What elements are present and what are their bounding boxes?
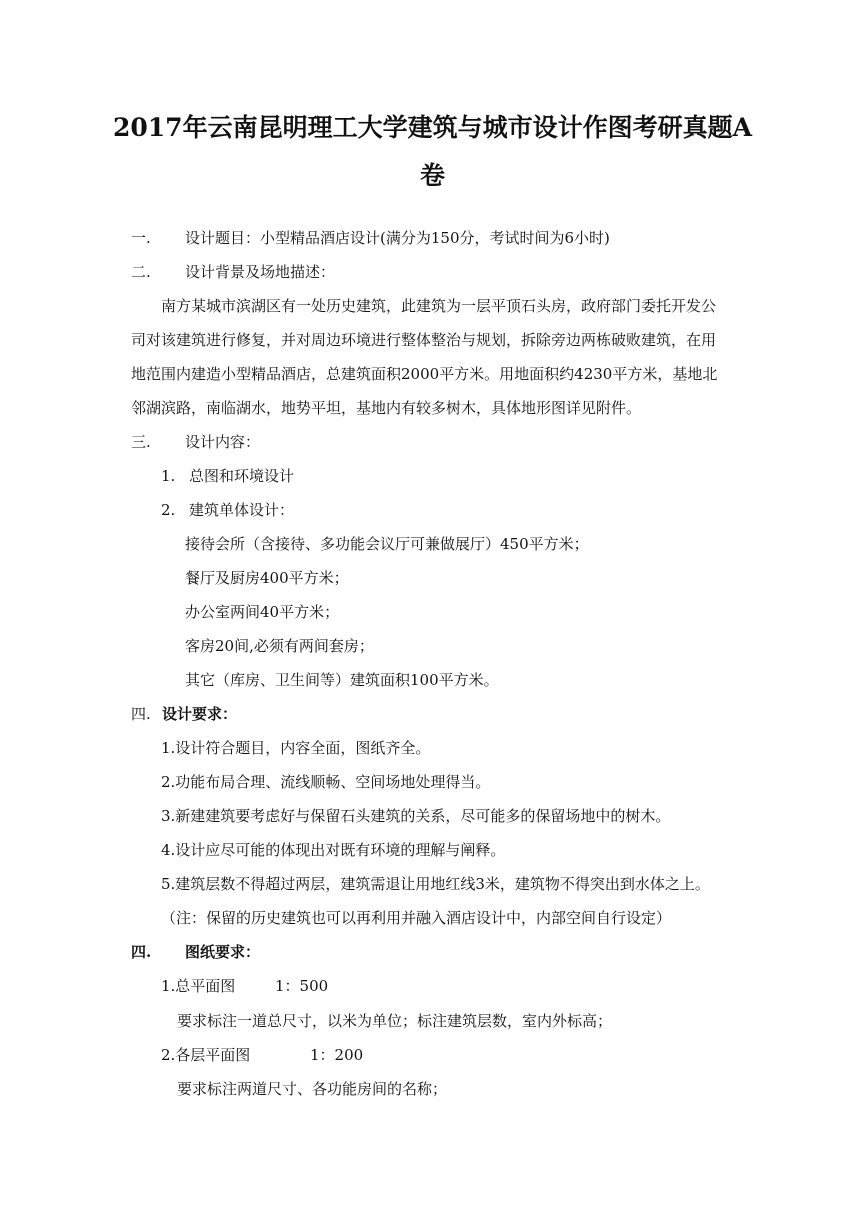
requirement-item: 3.新建建筑要考虑好与保留石头建筑的关系，尽可能多的保留场地中的树木。 — [161, 807, 671, 825]
requirement-note: （注：保留的历史建筑也可以再利用并融入酒店设计中，内部空间自行设定） — [161, 909, 672, 927]
requirement-item: 5.建筑层数不得超过两层，建筑需退让用地红线3米，建筑物不得突出到水体之上。 — [161, 875, 710, 893]
content-item-1-text: 总图和环境设计 — [189, 467, 295, 485]
building-item: 餐厅及厨房400平方米； — [185, 569, 349, 587]
section-4-number: 四. — [131, 705, 151, 723]
drawing-1-description: 要求标注一道总尺寸，以米为单位；标注建筑层数，室内外标高； — [177, 1012, 613, 1030]
requirement-item: 1.设计符合题目，内容全面，图纸齐全。 — [161, 739, 431, 757]
section-2-heading: 设计背景及场地描述： — [185, 263, 336, 281]
background-line-4: 邻湖滨路，南临湖水，地势平坦，基地内有较多树木，具体地形图详见附件。 — [131, 399, 642, 417]
building-item: 其它（库房、卫生间等）建筑面积100平方米。 — [185, 671, 499, 689]
building-item: 接待会所（含接待、多功能会议厅可兼做展厅）450平方米； — [185, 535, 589, 553]
background-line-2: 司对该建筑进行修复，并对周边环境进行整体整治与规划，拆除旁边两栋破败建筑，在用 — [131, 331, 717, 349]
drawing-2-description: 要求标注两道尺寸、各功能房间的名称； — [177, 1080, 448, 1098]
requirement-item: 4.设计应尽可能的体现出对既有环境的理解与阐释。 — [161, 841, 506, 859]
section-1-text: 设计题目：小型精品酒店设计(满分为150分，考试时间为6小时) — [185, 229, 610, 247]
section-1-number: 一. — [131, 229, 151, 247]
background-line-3: 地范围内建造小型精品酒店，总建筑面积2000平方米。用地面积约4230平方米，基地北 — [131, 365, 718, 383]
drawing-2-label: 2.各层平面图 — [161, 1046, 251, 1064]
drawing-2-scale: 1：200 — [310, 1046, 364, 1064]
content-item-1-number: 1. — [161, 467, 176, 485]
section-3-number: 三. — [131, 433, 151, 451]
content-item-2-number: 2. — [161, 501, 176, 519]
section-5-number: 四. — [131, 943, 152, 961]
content-item-2-text: 建筑单体设计： — [189, 501, 295, 519]
background-line-1: 南方某城市滨湖区有一处历史建筑，此建筑为一层平顶石头房，政府部门委托开发公 — [161, 297, 717, 315]
title-line-2: 卷 — [419, 161, 445, 190]
section-5-heading: 图纸要求： — [185, 943, 261, 961]
drawing-1-scale: 1：500 — [275, 977, 329, 995]
building-item: 客房20间,必须有两间套房； — [185, 637, 374, 655]
section-2-number: 二. — [131, 263, 151, 281]
section-3-heading: 设计内容： — [185, 433, 261, 451]
title-line-1: 2017年云南昆明理工大学建筑与城市设计作图考研真题A — [113, 113, 752, 142]
drawing-1-label: 1.总平面图 — [161, 977, 236, 995]
building-item: 办公室两间40平方米； — [185, 603, 340, 621]
requirement-item: 2.功能布局合理、流线顺畅、空间场地处理得当。 — [161, 773, 491, 791]
document-title — [110, 104, 755, 200]
section-4-heading: 设计要求： — [162, 705, 238, 723]
